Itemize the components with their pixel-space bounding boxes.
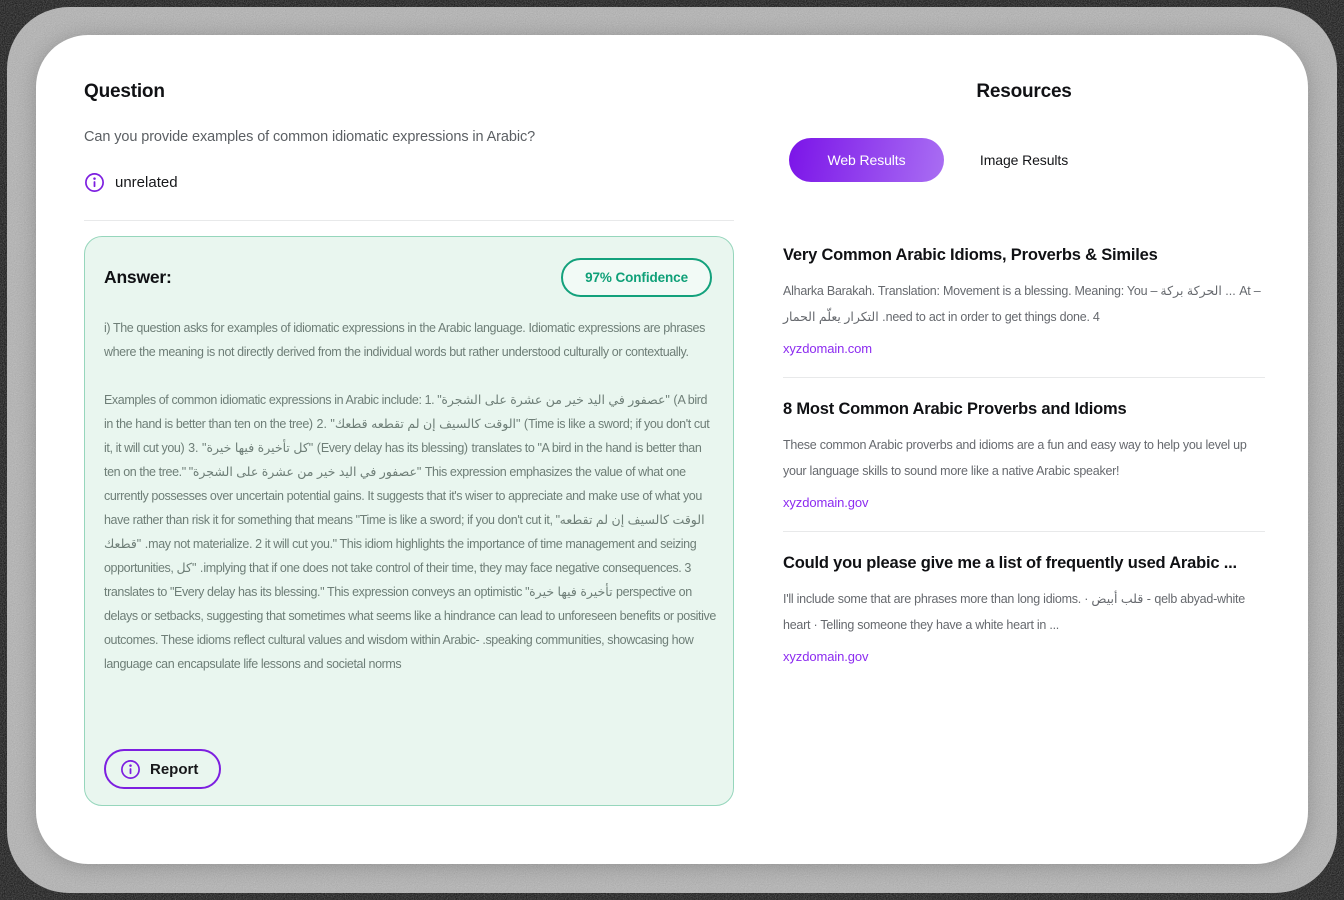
result-snippet: Alharka Barakah. Translation: Movement is a blessing. Meaning: You – الحركة بركة ... At – التكرار يعلّم الحمار .need to act in order to get things done. 4 <box>783 284 1261 324</box>
answer-paragraph: i) The question asks for examples of idiomatic expressions in the Arabic language. Idiomatic expressions are phrases where the meaning is not directly derived from the individual words but rather understood culturally or contextually. <box>104 321 705 359</box>
search-result <box>783 399 1265 510</box>
result-divider <box>783 531 1265 532</box>
result-title[interactable]: Could you please give me a list of frequently used Arabic ... <box>783 554 1237 572</box>
confidence-badge: 97% Confidence <box>561 258 712 297</box>
result-title[interactable]: Very Common Arabic Idioms, Proverbs & Similes <box>783 246 1158 264</box>
question-text: Can you provide examples of common idiomatic expressions in Arabic? <box>84 129 536 145</box>
question-panel <box>84 81 734 806</box>
search-result <box>783 553 1265 664</box>
result-snippet: These common Arabic proverbs and idioms are a fun and easy way to help you level up your language skills to sound more like a native Arabic speaker! <box>783 438 1247 478</box>
report-button[interactable] <box>104 749 221 789</box>
result-link[interactable]: xyzdomain.com <box>783 341 873 356</box>
resources-tabs <box>783 138 1265 182</box>
question-divider <box>84 220 734 221</box>
question-tag-label: unrelated <box>115 174 178 191</box>
main-card <box>36 35 1308 864</box>
info-icon <box>84 172 105 193</box>
result-snippet: I'll include some that are phrases more than long idioms. · قلب أبيض - qelb abyad-white heart · Telling someone they have a white heart in ... <box>783 592 1245 632</box>
question-title: Question <box>84 81 165 102</box>
result-divider <box>783 377 1265 378</box>
search-result <box>783 245 1265 356</box>
question-tag <box>84 172 734 193</box>
answer-text <box>104 316 717 676</box>
resources-title: Resources <box>976 81 1072 102</box>
result-title[interactable]: 8 Most Common Arabic Proverbs and Idioms <box>783 400 1127 418</box>
result-link[interactable]: xyzdomain.gov <box>783 495 869 510</box>
report-info-icon <box>120 759 141 780</box>
results-list <box>783 245 1265 664</box>
tab-image-results[interactable]: Image Results <box>974 151 1074 169</box>
answer-heading: Answer: <box>104 267 172 287</box>
resources-panel <box>783 81 1265 664</box>
report-button-label: Report <box>150 760 199 778</box>
result-link[interactable]: xyzdomain.gov <box>783 649 869 664</box>
tab-web-results[interactable]: Web Results <box>789 138 944 182</box>
answer-paragraph: Examples of common idiomatic expressions in Arabic include: 1. "عصفور في اليد خير من عشرة على الشجرة" (A bird in the hand is better than ten on the tree) 2. "الوقت كالسيف إن لم تقطعه قطعك" (Time is like a sword; if you don't cut it, it will cut you) 3. "كل تأخيرة فيها خيرة" (Every delay has its blessing) translates to "A bird in the hand is better than ten on the tree." "عصفور في اليد خير من عشرة على الشجرة" This expression emphasizes the value of what one currently possesses over uncertain potential gains. It suggests that it's wiser to appreciate and make use of what you have rather than risk it for something that means "Time is like a sword; if you don't cut it, "الوقت كالسيف إن لم تقطعه قطعك" .may not materialize. 2 it will cut you." This idiom highlights the importance of time management and seizing opportunities, كل" .implying that if one does not take control of their time, they may face negative consequences. 3 translates to "Every delay has its blessing." This expression conveys an optimistic "تأخيرة فيها خيرة perspective on delays or setbacks, suggesting that sometimes what seems like a hindrance can lead to unforeseen benefits or positive outcomes. These idioms reflect cultural values and wisdom within Arabic- .speaking communities, showcasing how language can encapsulate life lessons and societal norms <box>104 393 716 671</box>
answer-card-header <box>85 237 733 297</box>
answer-card <box>84 236 734 806</box>
